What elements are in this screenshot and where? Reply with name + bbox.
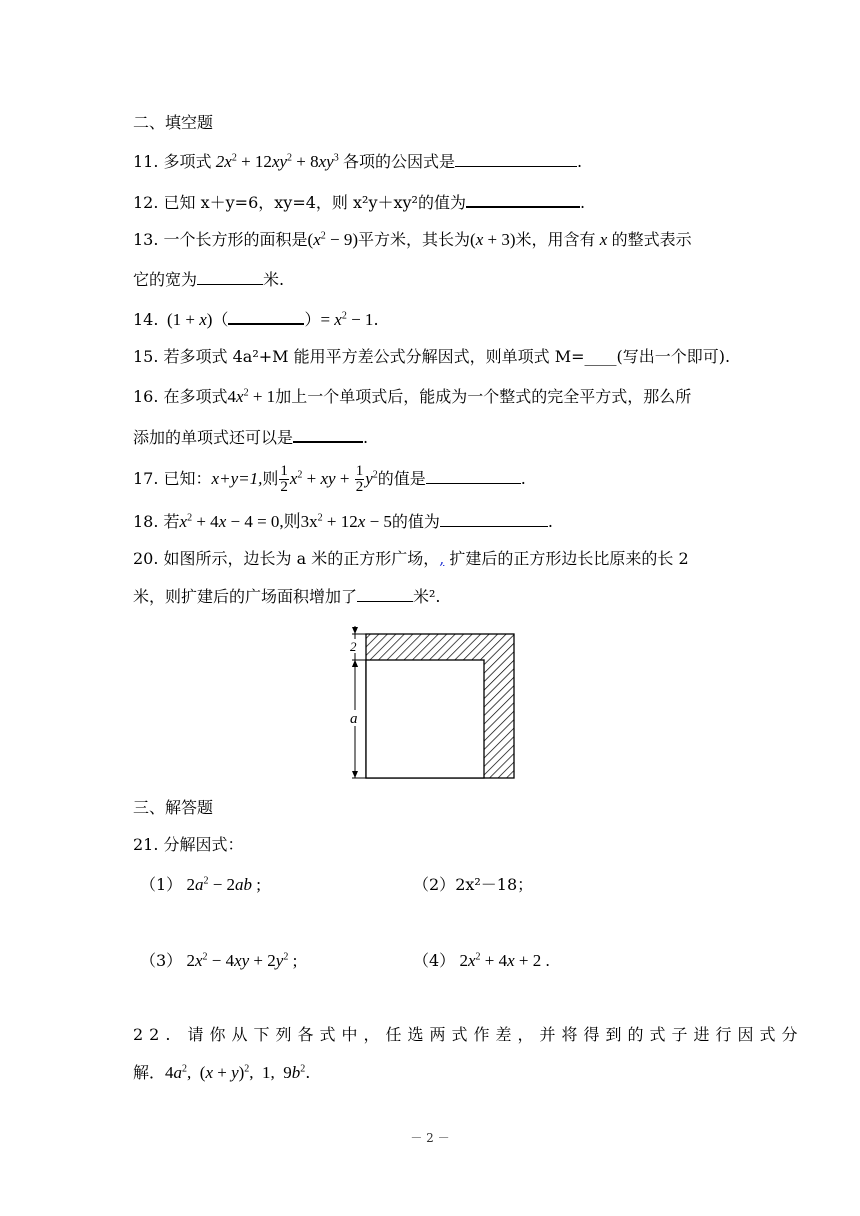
q14-result: = $x^2 - 1$	[320, 310, 374, 329]
answer-blank-18[interactable]	[440, 510, 548, 527]
q13-length-expression: (x + 3)	[470, 230, 516, 249]
question-17: 17. 已知：x+y=1,则 $\frac{1}{2}$ $x^2$ + xy + $\frac{1}{2}$ $y^2$的值是 .	[133, 463, 526, 495]
fraction-half: $\frac{1}{2}$	[355, 463, 364, 495]
q21-expr-3: $2x^2 - 4xy + 2y^2$ ;	[182, 951, 298, 970]
q21-part-3: （3） $2x^2 - 4xy + 2y^2$ ;	[140, 951, 298, 970]
question-22: 22. 请你从下列各式中，任选两式作差，并将得到的式子进行因式分	[133, 1025, 804, 1044]
q11-suffix: 各项的公因式是	[342, 152, 455, 171]
q12-text: 12. 已知 x＋y=6，xy=4，则 x²y＋xy²的值为	[133, 193, 466, 212]
q14-factor: (1 + x)	[158, 310, 213, 329]
question-16-line-2: 添加的单项式还可以是 .	[133, 425, 368, 449]
section-3-title: 三、解答题	[133, 798, 214, 817]
question-16: 16. 在多项式$4x^2 + 1$加上一个单项式后，能成为一个整式的完全平方式，那么所	[133, 387, 692, 406]
question-20: 20. 如图所示，边长为 a 米的正方形广场，, 扩建后的正方形边长比原来的长 2	[133, 549, 689, 568]
q21-expr-1: $2a^2 - 2ab$ ;	[182, 875, 262, 894]
label-2: 2	[350, 639, 357, 654]
question-14: 14. (1 + x)（ ）= $x^2 - 1$.	[133, 307, 379, 331]
fraction-half: $\frac{1}{2}$	[280, 463, 288, 495]
q16-expression: $4x^2 + 1$	[227, 387, 276, 406]
answer-blank-16[interactable]	[293, 425, 363, 443]
question-13-line-2: 它的宽为 米.	[133, 270, 285, 289]
q21-expr-4: $2x^2 + 4x + 2$ .	[455, 951, 550, 970]
answer-blank-11[interactable]	[455, 150, 577, 167]
q18-expression: $x^2 + 4x - 4 = 0$,则$3x^2 + 12x - 5$	[179, 512, 392, 531]
answer-blank-14[interactable]	[228, 307, 304, 325]
question-11: 11. 多项式 $2x^2 + 12xy^2 + 8xy^3$ 各项的公因式是 .	[133, 152, 583, 171]
label-a: a	[350, 711, 358, 727]
question-12: 12. 已知 x＋y=6，xy=4，则 x²y＋xy²的值为 .	[133, 190, 585, 214]
question-18: 18. 若$x^2 + 4x - 4 = 0$,则$3x^2 + 12x - 5$的值为 .	[133, 512, 554, 531]
original-square	[366, 660, 484, 778]
square-plaza-diagram	[344, 626, 519, 782]
question-15: 15. 若多项式 4a²+M 能用平方差公式分解因式，则单项式 M=____(写出一个即可).	[133, 347, 731, 366]
question-20-line-2: 米，则扩建后的广场面积增加了 米².	[133, 587, 441, 606]
q11-prefix: 11. 多项式	[133, 152, 212, 171]
question-21-title: 21. 分解因式：	[133, 835, 244, 854]
q13-area-expression: $(x^2 - 9)$	[307, 230, 359, 249]
answer-blank-12[interactable]	[466, 190, 580, 208]
section-2-title: 二、填空题	[133, 113, 214, 132]
q21-part-2: （2）2x²－18；	[413, 875, 534, 894]
q22-items: $4a^2$, $(x + y)^2$,	[165, 1063, 263, 1082]
q11-expression: $2x^2 + 12xy^2 + 8xy^3$	[211, 152, 339, 171]
answer-blank-17[interactable]	[426, 467, 521, 484]
answer-blank-20[interactable]	[357, 585, 413, 602]
question-22-line-2: 解．$4a^2$, $(x + y)^2$, 1, $9b^2$.	[133, 1063, 311, 1082]
answer-blank-13[interactable]	[197, 268, 263, 285]
q21-part-4: （4） $2x^2 + 4x + 2$ .	[413, 951, 550, 970]
q21-part-1: （1） $2a^2 - 2ab$ ;	[140, 875, 262, 894]
page-number: － 2 －	[410, 1131, 450, 1145]
question-13: 13. 一个长方形的面积是$(x^2 - 9)$平方米，其长为(x + 3)米，用含有 x 的整式表示	[133, 230, 692, 249]
link-mark[interactable]: ,	[439, 549, 445, 568]
